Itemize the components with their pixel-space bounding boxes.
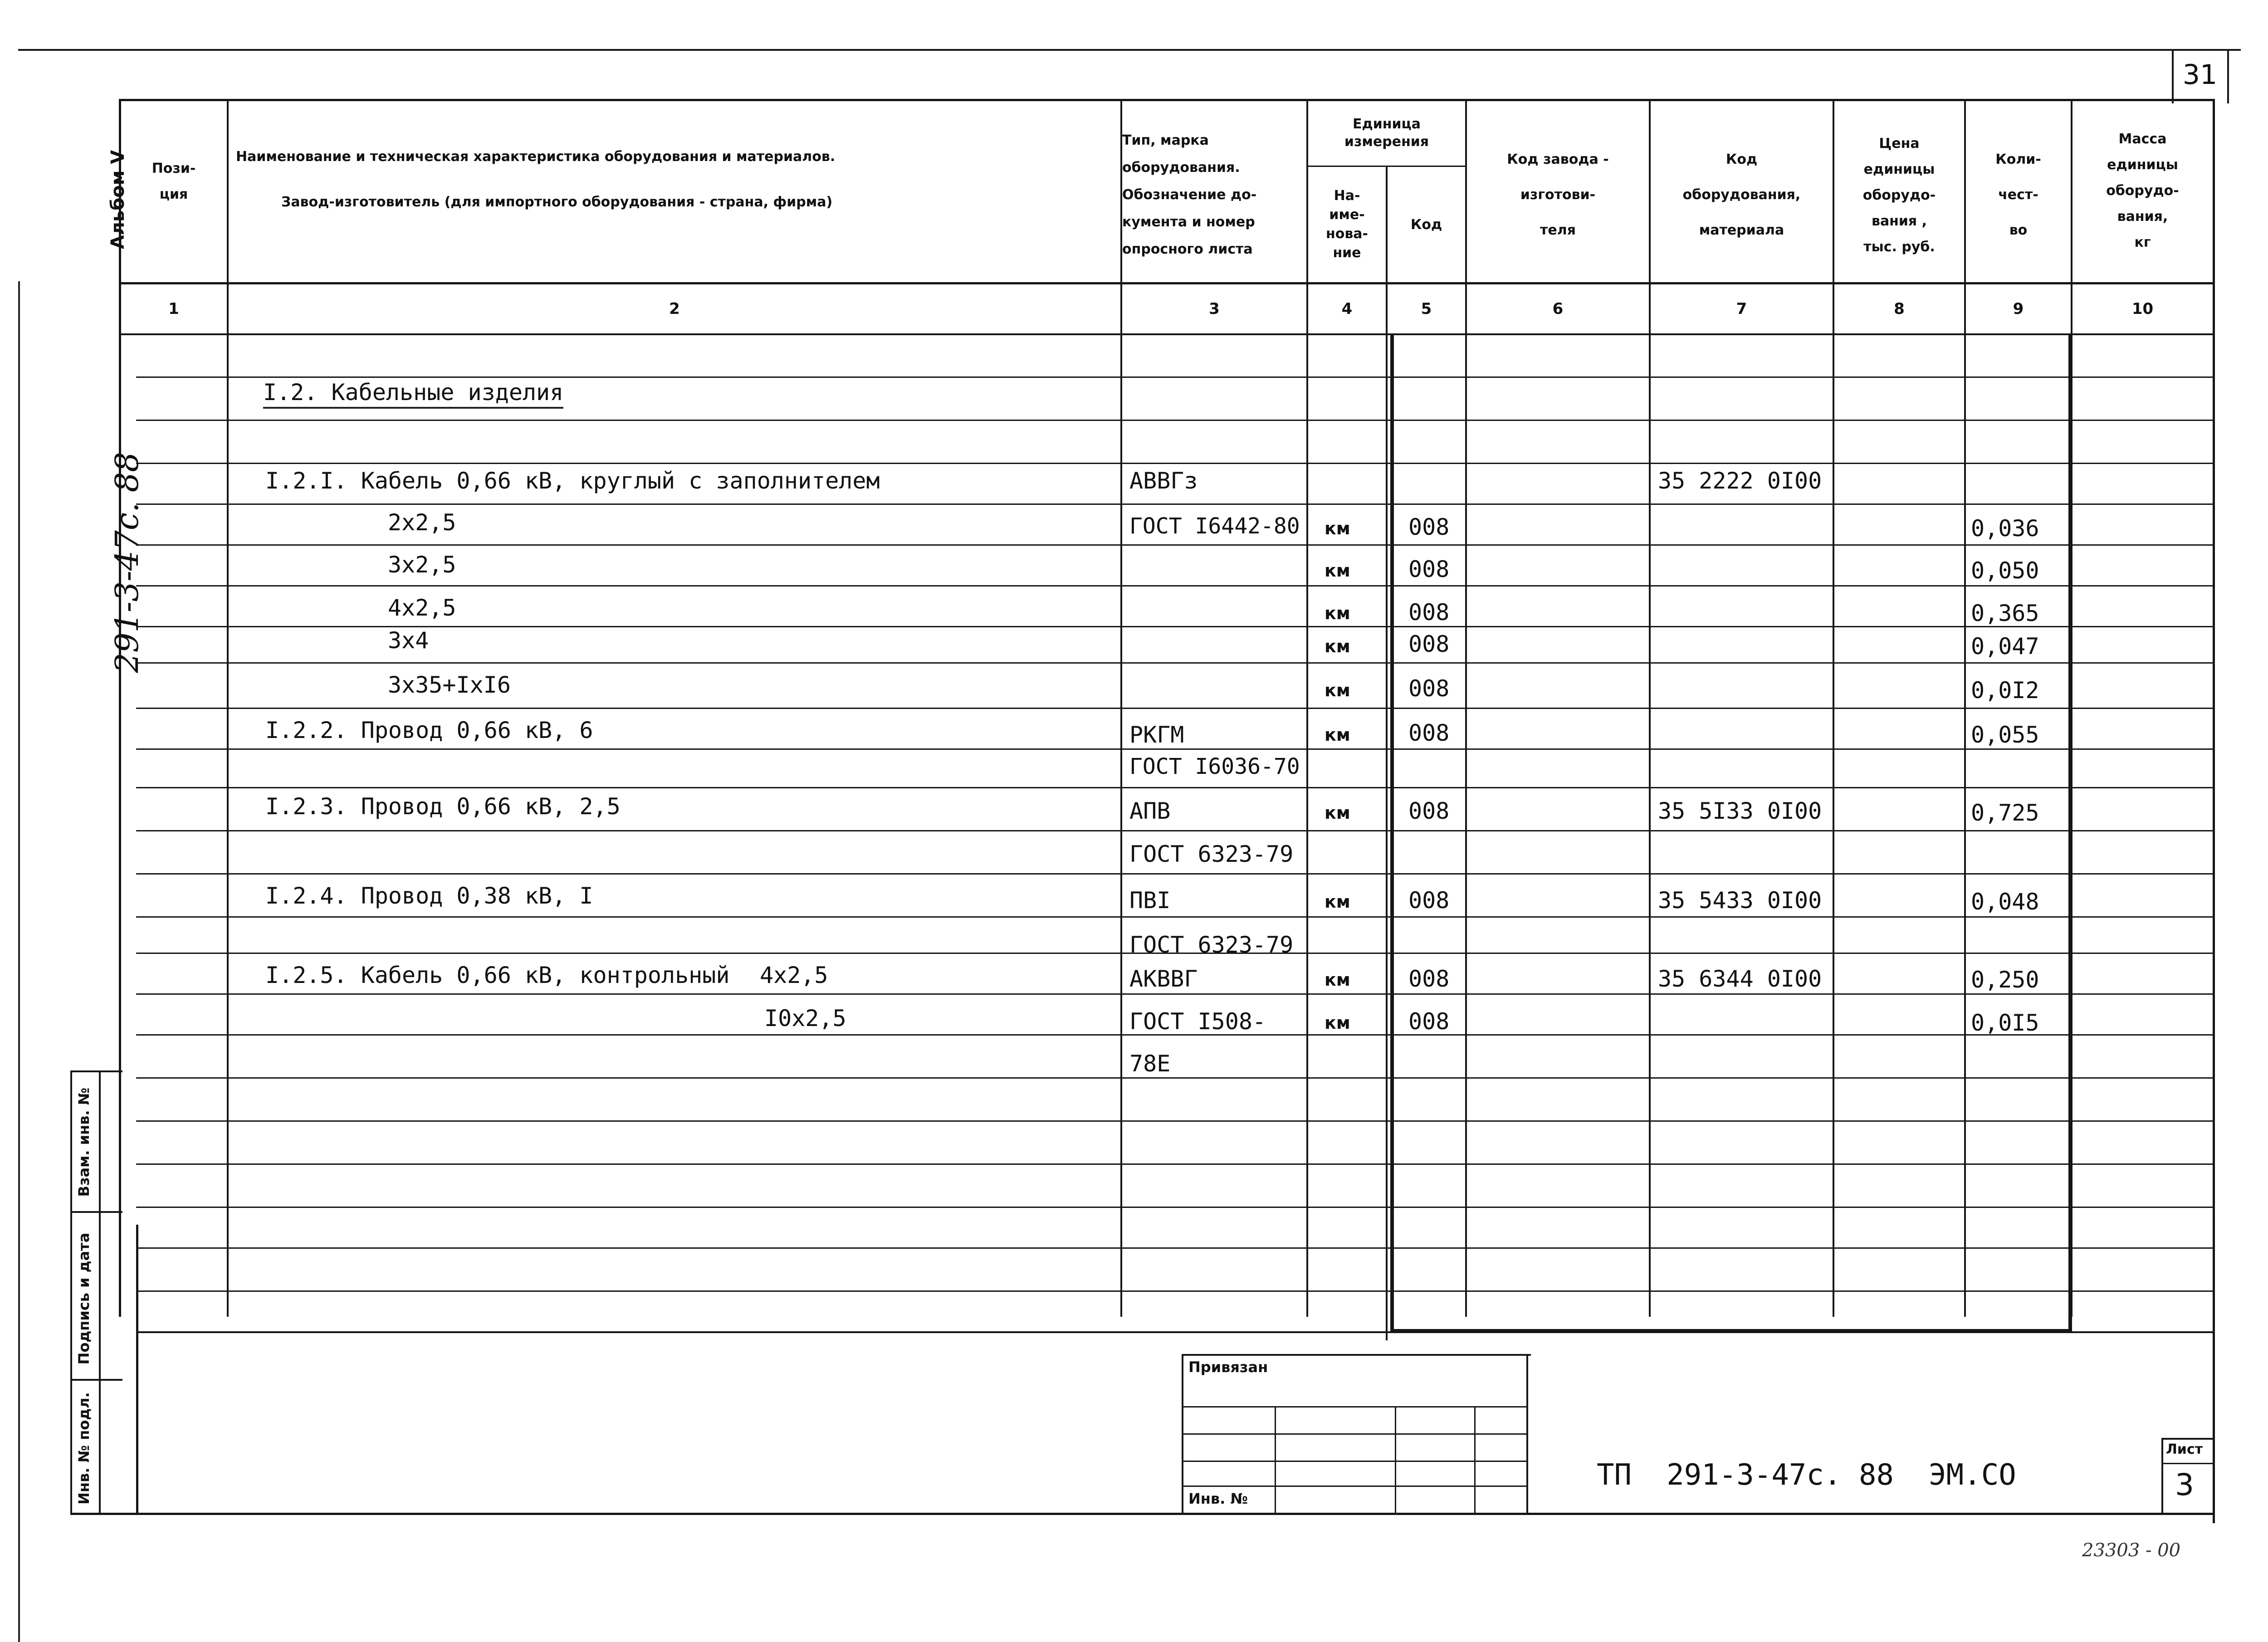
row-6-name: 3х35+IхI6 xyxy=(388,672,511,698)
row-14-qty: 0,0I5 xyxy=(1971,1010,2039,1036)
row-10-type: ГОСТ 6323-79 xyxy=(1129,841,1294,867)
colnum-9: 9 xyxy=(2013,300,2024,318)
row-7-type: РКГМ xyxy=(1129,722,1184,748)
row-3-ucode: 008 xyxy=(1408,556,1450,582)
table-row-line xyxy=(136,420,2214,421)
table-row-line xyxy=(136,1247,2214,1249)
table-row-line xyxy=(136,544,2214,546)
colnum-8: 8 xyxy=(1894,300,1905,318)
left-stamp-top xyxy=(70,1070,122,1072)
row-6-unit: км xyxy=(1325,680,1350,700)
frame-left xyxy=(119,99,121,1317)
row-13-unit: км xyxy=(1325,970,1350,990)
frame-top xyxy=(119,99,2214,101)
header-col2-line2: Завод-изготовитель (для импортного оборудования - страна, фирма) xyxy=(281,194,833,210)
row-2-name: 2х2,5 xyxy=(388,509,456,536)
colnum-3: 3 xyxy=(1209,300,1220,318)
row-2-type: ГОСТ I6442-80 xyxy=(1129,513,1300,539)
privyazan-box-top xyxy=(1182,1354,1531,1356)
lower-frame-left xyxy=(136,1225,138,1515)
doc-code: ТП 291-3-47с. 88 ЭМ.СО xyxy=(1597,1458,2016,1492)
table-bottom-line xyxy=(136,1331,2214,1333)
table-row-line xyxy=(136,830,2214,831)
row-13-qty: 0,250 xyxy=(1971,967,2039,993)
row-7-qty: 0,055 xyxy=(1971,722,2039,748)
table-row-line xyxy=(136,1163,2214,1165)
album-label: Альбом V xyxy=(108,150,128,249)
row-15-type: 78Е xyxy=(1129,1051,1171,1077)
header-unit-group: Единица измерения xyxy=(1344,116,1429,150)
corner-box-left xyxy=(2172,50,2174,103)
sheet-number: 3 xyxy=(2175,1467,2194,1502)
row-13-name-extra: 4х2,5 xyxy=(760,962,828,988)
table-row-line xyxy=(136,873,2214,875)
row-1-type: АВВГз xyxy=(1129,468,1198,494)
stamp-inv-no-podl: Инв. № подл. xyxy=(75,1392,93,1505)
row-13-type: АКВВГ xyxy=(1129,966,1198,992)
row-7-name: I.2.2. Провод 0,66 кВ, 6 xyxy=(265,717,593,743)
row-1-code: 35 2222 0I00 xyxy=(1658,468,1822,494)
section-title: I.2. Кабельные изделия xyxy=(263,379,563,409)
header-col4: На- име- нова- ние xyxy=(1325,188,1369,261)
header-col3: Тип, марка оборудования. Обозначение до- кумента и номер опросного листа xyxy=(1122,132,1257,257)
row-3-qty: 0,050 xyxy=(1971,557,2039,584)
corner-box-right xyxy=(2227,50,2229,103)
left-stamp-bottom xyxy=(70,1513,2215,1515)
table-row-line xyxy=(136,916,2214,918)
sheet-box-left xyxy=(2161,1438,2163,1515)
table-row-line xyxy=(136,787,2214,788)
left-stamp-inner xyxy=(99,1070,101,1515)
row-9-qty: 0,725 xyxy=(1971,800,2039,826)
stamp-inv-no-vzam: Взам. инв. № xyxy=(75,1087,93,1197)
left-stamp-div1 xyxy=(70,1211,122,1213)
stamp-sign-date: Подпись и дата xyxy=(75,1232,93,1365)
table-row-line xyxy=(136,463,2214,464)
row-5-name: 3х4 xyxy=(388,627,429,654)
row-2-ucode: 008 xyxy=(1408,514,1450,540)
frame-right xyxy=(2213,99,2215,1523)
footer-number: 23303 - 00 xyxy=(2082,1540,2181,1561)
row-14-unit: км xyxy=(1325,1013,1350,1033)
row-4-unit: км xyxy=(1325,603,1350,623)
sheet-label: Лист xyxy=(2166,1442,2203,1457)
colnum-7: 7 xyxy=(1736,300,1747,318)
row-11-qty: 0,048 xyxy=(1971,889,2039,915)
header-col9: Коли- чест- во xyxy=(1995,151,2041,238)
header-col6: Код завода - изготови- теля xyxy=(1507,151,1609,238)
row-4-ucode: 008 xyxy=(1408,599,1450,626)
row-11-name: I.2.4. Провод 0,38 кВ, I xyxy=(265,883,593,909)
header-col1: Пози- ция xyxy=(152,161,196,202)
sheet-corner-number: 31 xyxy=(2182,59,2218,91)
row-11-ucode: 008 xyxy=(1408,887,1450,914)
colnum-4: 4 xyxy=(1341,300,1353,318)
row-5-qty: 0,047 xyxy=(1971,633,2039,660)
colnum-1: 1 xyxy=(168,300,179,318)
row-3-unit: км xyxy=(1325,561,1350,581)
row-13-code: 35 6344 0I00 xyxy=(1658,966,1822,992)
row-9-ucode: 008 xyxy=(1408,798,1450,824)
row-2-qty: 0,036 xyxy=(1971,515,2039,542)
sheet-box-top xyxy=(2161,1438,2214,1440)
row-13-ucode: 008 xyxy=(1408,966,1450,992)
row-14-ucode: 008 xyxy=(1408,1008,1450,1035)
row-7-ucode: 008 xyxy=(1408,720,1450,746)
row-11-unit: км xyxy=(1325,892,1350,912)
colnum-2: 2 xyxy=(669,300,680,318)
colnum-6: 6 xyxy=(1552,300,1564,318)
bold-box-right xyxy=(2068,333,2072,1331)
row-4-qty: 0,365 xyxy=(1971,600,2039,626)
table-row-line xyxy=(136,1207,2214,1208)
colnum-5: 5 xyxy=(1421,300,1432,318)
header-col7: Код оборудования, материала xyxy=(1682,151,1801,238)
row-11-type: ПВI xyxy=(1129,887,1171,914)
row-9-type: АПВ xyxy=(1129,798,1171,824)
row-9-unit: км xyxy=(1325,803,1350,823)
header-col10: Масса единицы оборудо- вания, кг xyxy=(2106,131,2179,250)
sheet-box-mid xyxy=(2161,1463,2214,1464)
row-9-code: 35 5I33 0I00 xyxy=(1658,798,1822,824)
row-12-type: ГОСТ 6323-79 xyxy=(1129,932,1294,958)
row-11-code: 35 5433 0I00 xyxy=(1658,887,1822,914)
privyazan-vsplit2 xyxy=(1395,1406,1396,1515)
row-13-name: I.2.5. Кабель 0,66 кВ, контрольный xyxy=(265,962,730,988)
row-6-ucode: 008 xyxy=(1408,675,1450,702)
table-row-line xyxy=(136,376,2214,378)
table-row-line xyxy=(136,626,2214,627)
colnum-bottom-line xyxy=(119,333,2214,335)
row-14-type: ГОСТ I508- xyxy=(1129,1008,1266,1035)
table-row-line xyxy=(136,585,2214,586)
table-row-line xyxy=(136,993,2214,995)
side-handwritten-code: 291-3-47с. 88 xyxy=(108,452,146,673)
stamp-inv-no: Инв. № xyxy=(1188,1490,1248,1507)
row-6-qty: 0,0I2 xyxy=(1971,677,2039,704)
table-row-line xyxy=(136,708,2214,709)
row-4-name: 4х2,5 xyxy=(388,595,456,621)
row-3-name: 3х2,5 xyxy=(388,552,456,578)
row-2-unit: км xyxy=(1325,518,1350,538)
table-row-line xyxy=(136,662,2214,664)
left-stamp-div2 xyxy=(70,1379,122,1381)
table-row-line xyxy=(136,1077,2214,1079)
left-margin-tick xyxy=(18,281,20,1642)
table-row-line xyxy=(136,1120,2214,1122)
unit-group-split xyxy=(1306,166,1466,167)
privyazan-vsplit1 xyxy=(1275,1406,1276,1515)
row-8-type: ГОСТ I6036-70 xyxy=(1129,754,1300,779)
top-border-line xyxy=(18,49,2241,51)
table-row-line xyxy=(136,503,2214,505)
privyazan-vsplit3 xyxy=(1474,1406,1476,1515)
row-5-ucode: 008 xyxy=(1408,631,1450,657)
row-14-name-extra2: I0х2,5 xyxy=(764,1005,846,1031)
privyazan-label: Привязан xyxy=(1188,1359,1268,1376)
header-col8: Цена единицы оборудо- вания , тыс. руб. xyxy=(1862,135,1936,255)
bold-box-left xyxy=(1390,333,1394,1331)
table-row-line xyxy=(136,748,2214,750)
row-7-unit: км xyxy=(1325,725,1350,745)
table-row-line xyxy=(136,1290,2214,1292)
row-9-name: I.2.3. Провод 0,66 кВ, 2,5 xyxy=(265,793,621,820)
colnum-10: 10 xyxy=(2131,300,2154,318)
header-col2-line1: Наименование и техническая характеристика оборудования и материалов. xyxy=(236,148,836,165)
row-5-unit: км xyxy=(1325,636,1350,656)
header-col5: Код xyxy=(1410,216,1442,233)
row-1-name: I.2.I. Кабель 0,66 кВ, круглый с заполнителем xyxy=(265,468,880,494)
